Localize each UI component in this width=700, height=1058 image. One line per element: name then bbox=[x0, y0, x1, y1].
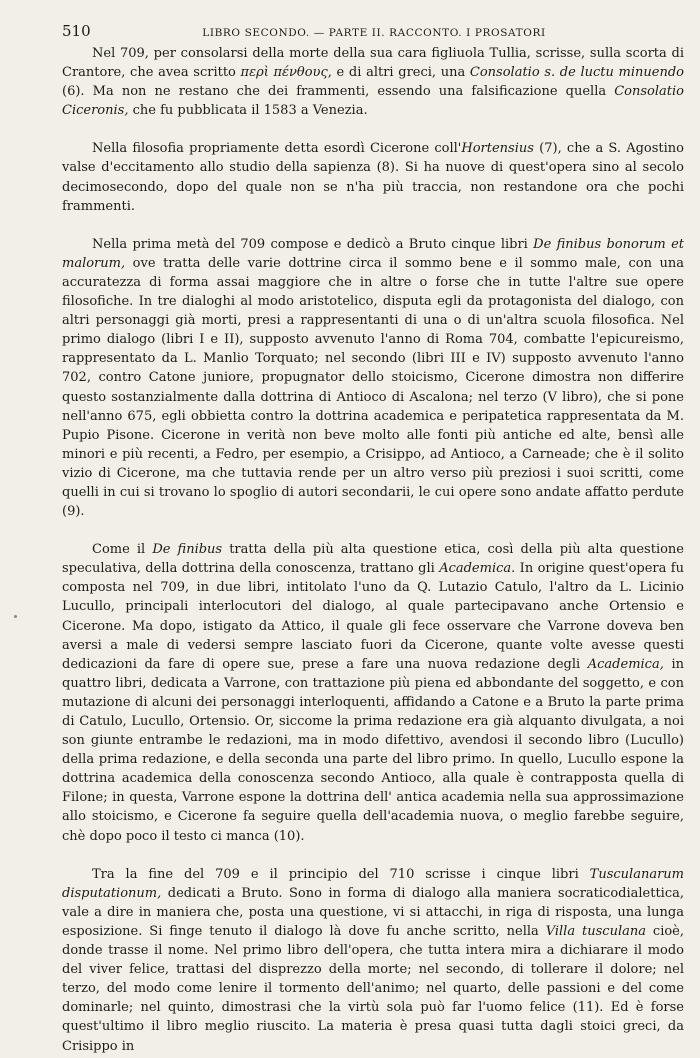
text-run: , e di altri greci, una bbox=[327, 65, 470, 81]
text-run: che fu pubblicata il 1583 a Venezia. bbox=[128, 103, 368, 119]
work-title: De finibus bbox=[152, 542, 223, 558]
work-title: Villa tusculana bbox=[545, 923, 646, 939]
greek-title: περὶ πένθους bbox=[240, 65, 328, 81]
text-run: dedicati a Bruto. Sono in forma di dialogo alla maniera socraticodialettica, vale a dire in maniera che, posta una questione, vi si attacchi, in riga di risposta, una lunga esposizione. Si finge tenuto il dialogo là dove fu anche scritto, nella bbox=[62, 885, 684, 939]
text-run: In origine quest'opera fu composta nel 709, in due libri, intitolato l'uno da Q. Lutazio Catulo, l'altro da L. Licinio Lucullo, principali interlocutori del dialogo, al quale partecipavano anche Ortensio e Cicerone. Ma dopo, istigato da Attico, il quale gli fece osservare che Varrone doveva ben aversi a male di vedersi sempre lasciato fuori da Cicerone, quante volte avesse questi dedicazioni da fare di opere sue, prese a fare una nuova redazione degli bbox=[62, 561, 684, 672]
text-run: Nel 709, per consolarsi della morte della sua cara figliuola Tullia, scrisse, sulla scorta di Crantore, che avea scritto bbox=[62, 46, 684, 81]
text-run: (7), che a S. Agostino valse d'eccitamento allo studio della sapienza (8). Si ha nuove di quest'opera sino al secolo decimosecondo, dopo del quale non se n'ha più traccia, non restandone ora che pochi frammenti. bbox=[62, 141, 685, 214]
paragraph-academica bbox=[62, 540, 684, 846]
text-run: Nella filosofia propriamente detta esordì Cicerone coll' bbox=[92, 141, 462, 157]
page-header bbox=[62, 22, 684, 40]
text-run: Nella prima metà del 709 compose e dedicò a Bruto cinque libri bbox=[92, 236, 534, 252]
running-head: LIBRO SECONDO. — PARTE II. RACCONTO. I PROSATORI bbox=[202, 27, 546, 39]
work-title: De finibus bonorum et malorum, bbox=[62, 236, 684, 271]
text-run: ove tratta delle varie dottrine circa il sommo bene e il sommo male, con una accuratezza di forma assai maggiore che in altre o forse che in tutte l'altre sue opere filosofiche. In tre dialoghi al modo aristotelico, disputa egli da protagonista del dialogo, con altri personaggi già morti, presi a rappresentanti di una o di un'altra scuola filosofica. Nel primo dialogo (libri I e II), supposto avvenuto l'anno di Roma 704, combatte l'epicureismo, rappresentato da L. Manlio Torquato; nel secondo (libri III e IV) supposto avvenuto l'anno 702, contro Catone juniore, propugnator dello stoicismo, Cicerone dimostra non differire questo sostanzialmente dalla dottrina di Antioco di Ascalona; nel terzo (V libro), che si pone nell'anno 675, egli obbietta contro la dottrina academica e peripatetica rappresentata da M. Pupio Pisone. Cicerone in verità non beve molto alle fonti più antiche ed alte, bensì alle minori e più recenti, a Fedro, per esempio, a Crisippo, ad Antioco, a Carneade; che è il solito vizio di Cicerone, ma che tuttavia rende per un altro verso più preziosi i suoi scritti, come quelli in cui si trovano lo spoglio di autori secondarii, le cui opere sono andate affatto perdute (9). bbox=[62, 255, 684, 520]
text-run: tratta della più alta questione etica, così della più alta questione speculativa, della dottrina della conoscenza, trattano gli bbox=[62, 542, 684, 577]
work-title: Consolatio s. de luctu minuendo bbox=[469, 65, 685, 81]
work-title: Tusculanarum disputationum, bbox=[62, 866, 684, 901]
work-title: Academica, bbox=[587, 656, 664, 672]
text-run: Come il bbox=[92, 542, 153, 558]
page-number: 510 bbox=[62, 22, 91, 40]
body-text bbox=[62, 44, 684, 1056]
paragraph-hortensius bbox=[62, 139, 684, 215]
paragraph-de-finibus bbox=[62, 235, 684, 521]
text-run: Tra la fine del 709 e il principio del 710 scrisse i cinque libri bbox=[92, 866, 590, 882]
work-title: Consolatio Ciceronis, bbox=[62, 84, 684, 119]
work-title: Academica. bbox=[439, 561, 516, 577]
text-run: in quattro libri, dedicata a Varrone, con trattazione più piena ed abbondante del soggetto, e con mutazione di alcuni dei personaggi interloquenti, affidando a Catone e a Bruto la parte prima di Catulo, Lucullo, Ortensio. Or, siccome la prima redazione era già alquanto divulgata, a noi son giunte entrambe le redazioni, ma in modo difettivo, avendosi il secondo libro (Lucullo) della prima redazione, e della seconda una parte del libro primo. In quello, Lucullo espone la dottrina academica della conoscenza secondo Antioco, alla quale è contrapposta quella di Filone; in questa, Varrone espone la dottrina dell' antica academia nella sua approssimazione allo stoicismo, e Cicerone fa seguire quella dell'academia nuova, o meglio farebbe seguire, chè dopo poco il testo ci manca (10). bbox=[62, 656, 684, 844]
work-title: Hortensius bbox=[461, 141, 534, 157]
paragraph-consolatio bbox=[62, 44, 684, 120]
paragraph-tusculanae bbox=[62, 865, 684, 1056]
text-run: (6). Ma non ne restano che dei frammenti, essendo una falsificazione quella bbox=[62, 84, 615, 100]
text-run: cioè, donde trasse il nome. Nel primo libro dell'opera, che tutta intera mira a dichiarare il modo del viver felice, trattasi del disprezzo della morte; nel secondo, di tollerare il dolore; nel terzo, del modo come lenire il tormento dell'animo; nel quarto, delle passioni e del come dominarle; nel quinto, dimostrasi che la virtù sola può far l'uomo felice (11). Ed è forse quest'ultimo il libro meglio riuscito. La materia è presa quasi tutta dagli stoici greci, da Crisippo in bbox=[62, 923, 685, 1054]
margin-speck bbox=[14, 615, 17, 618]
